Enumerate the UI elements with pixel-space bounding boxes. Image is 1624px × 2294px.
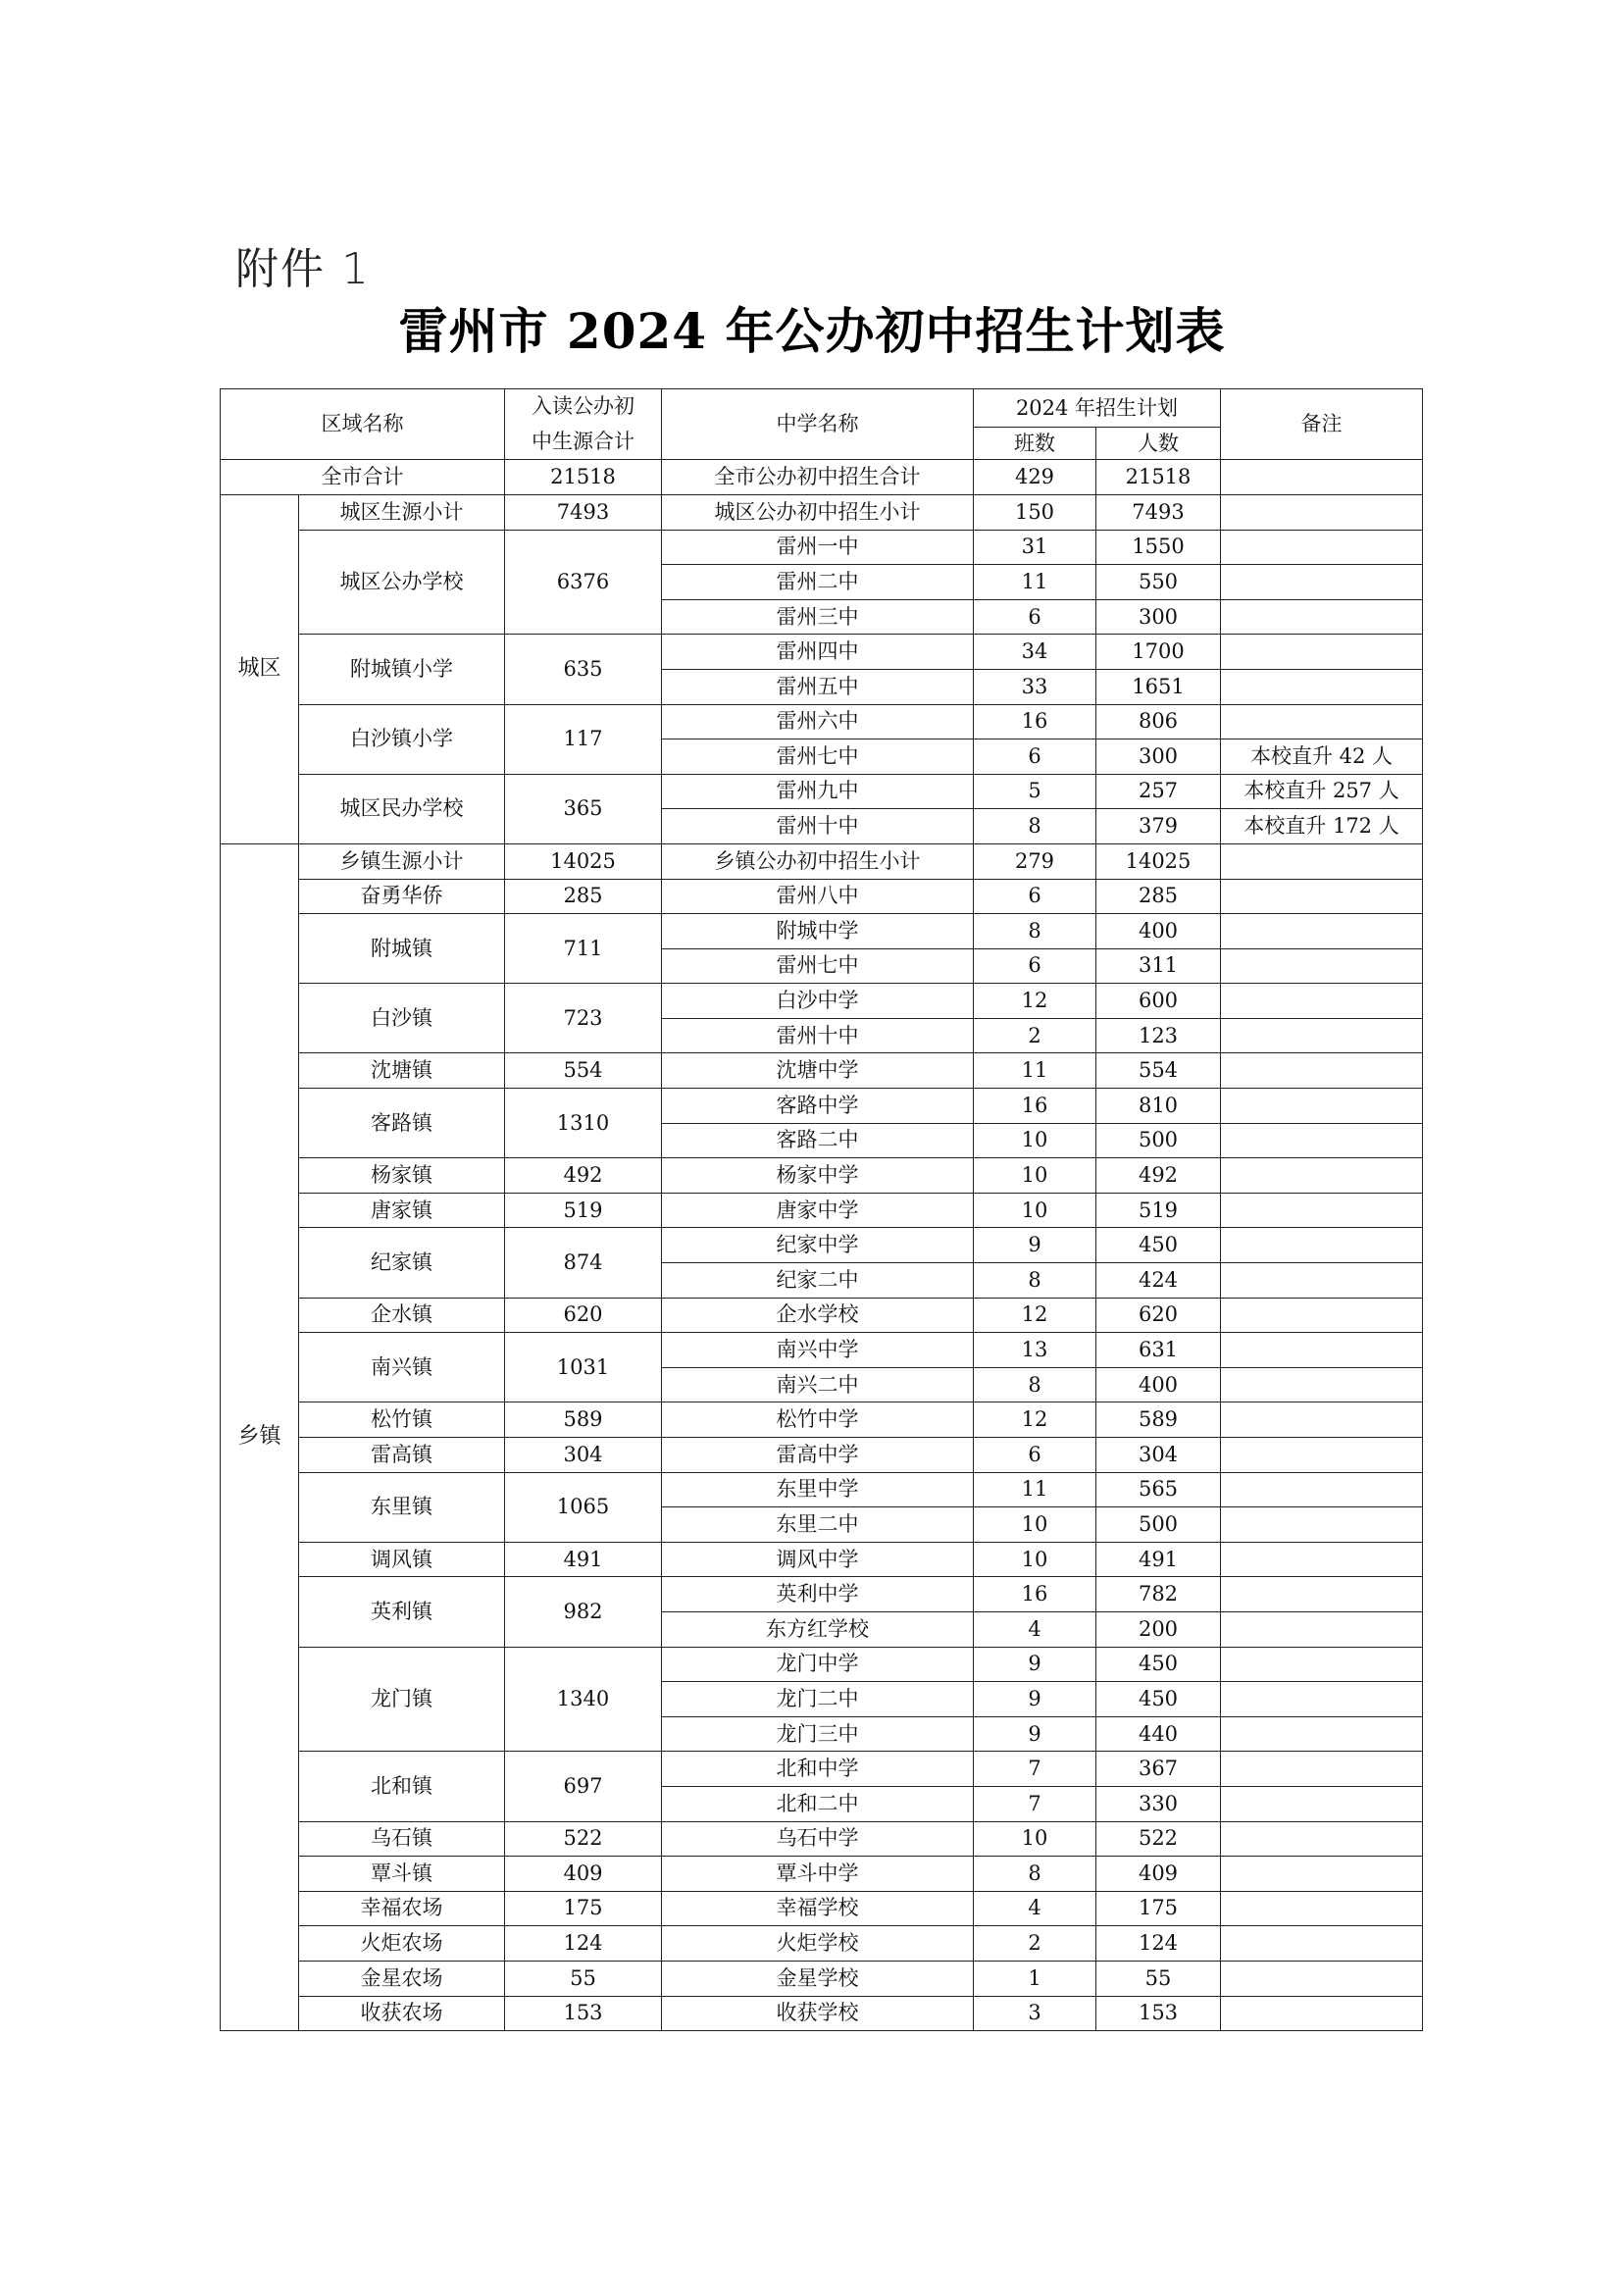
table-row xyxy=(221,1472,1423,1507)
school-name: 覃斗中学 xyxy=(662,1857,974,1892)
area-source: 492 xyxy=(505,1158,662,1194)
area-name: 英利镇 xyxy=(299,1577,505,1647)
area-name: 火炬农场 xyxy=(299,1926,505,1962)
school-students: 300 xyxy=(1096,599,1221,635)
school-note xyxy=(1221,1402,1423,1438)
school-name: 南兴中学 xyxy=(662,1333,974,1368)
school-name: 龙门中学 xyxy=(662,1647,974,1682)
school-classes: 8 xyxy=(974,809,1096,844)
school-note xyxy=(1221,1611,1423,1647)
school-classes: 11 xyxy=(974,1053,1096,1089)
table-row xyxy=(221,1857,1423,1892)
school-classes: 6 xyxy=(974,948,1096,984)
school-note xyxy=(1221,1438,1423,1473)
school-students: 1651 xyxy=(1096,669,1221,704)
header-plan: 2024 年招生计划 xyxy=(974,389,1221,428)
area-source: 982 xyxy=(505,1577,662,1647)
school-students: 620 xyxy=(1096,1298,1221,1333)
school-classes: 8 xyxy=(974,914,1096,949)
subtotal-source: 14025 xyxy=(505,843,662,879)
school-note xyxy=(1221,635,1423,670)
subtotal-note xyxy=(1221,494,1423,530)
area-name: 沈塘镇 xyxy=(299,1053,505,1089)
school-classes: 10 xyxy=(974,1507,1096,1543)
school-classes: 7 xyxy=(974,1752,1096,1787)
area-name: 杨家镇 xyxy=(299,1158,505,1194)
school-note xyxy=(1221,1123,1423,1158)
school-name: 客路中学 xyxy=(662,1089,974,1124)
header-source-line1: 入读公办初 xyxy=(532,394,634,418)
school-name: 龙门二中 xyxy=(662,1682,974,1717)
area-name: 北和镇 xyxy=(299,1752,505,1821)
header-source xyxy=(505,389,662,460)
header-row xyxy=(221,389,1423,428)
school-name: 沈塘中学 xyxy=(662,1053,974,1089)
school-note xyxy=(1221,1472,1423,1507)
school-students: 300 xyxy=(1096,739,1221,775)
school-students: 311 xyxy=(1096,948,1221,984)
area-name: 唐家镇 xyxy=(299,1193,505,1228)
school-students: 491 xyxy=(1096,1542,1221,1577)
school-name: 附城中学 xyxy=(662,914,974,949)
school-students: 400 xyxy=(1096,1367,1221,1402)
school-note xyxy=(1221,1857,1423,1892)
school-note xyxy=(1221,984,1423,1019)
school-name: 雷州二中 xyxy=(662,565,974,600)
area-source: 1310 xyxy=(505,1089,662,1158)
school-note xyxy=(1221,530,1423,565)
school-students: 424 xyxy=(1096,1263,1221,1299)
school-name: 龙门三中 xyxy=(662,1716,974,1752)
subtotal-school: 城区公办初中招生小计 xyxy=(662,494,974,530)
enrollment-plan-table xyxy=(220,388,1423,2031)
school-students: 304 xyxy=(1096,1438,1221,1473)
school-note xyxy=(1221,1682,1423,1717)
school-classes: 9 xyxy=(974,1682,1096,1717)
area-source: 491 xyxy=(505,1542,662,1577)
school-name: 东里二中 xyxy=(662,1507,974,1543)
school-name: 纪家二中 xyxy=(662,1263,974,1299)
table-row xyxy=(221,914,1423,949)
area-name: 东里镇 xyxy=(299,1472,505,1542)
school-classes: 8 xyxy=(974,1857,1096,1892)
area-source: 153 xyxy=(505,1996,662,2031)
school-classes: 9 xyxy=(974,1716,1096,1752)
table-row xyxy=(221,1402,1423,1438)
school-note xyxy=(1221,599,1423,635)
school-classes: 33 xyxy=(974,669,1096,704)
school-note: 本校直升 257 人 xyxy=(1221,774,1423,809)
table-row xyxy=(221,879,1423,914)
school-name: 雷州十中 xyxy=(662,1018,974,1053)
school-name: 幸福学校 xyxy=(662,1891,974,1926)
area-source: 635 xyxy=(505,635,662,704)
school-note xyxy=(1221,1926,1423,1962)
school-students: 492 xyxy=(1096,1158,1221,1194)
area-source: 874 xyxy=(505,1228,662,1298)
school-students: 400 xyxy=(1096,914,1221,949)
area-source: 522 xyxy=(505,1821,662,1857)
school-name: 雷州十中 xyxy=(662,809,974,844)
school-classes: 16 xyxy=(974,704,1096,739)
school-note xyxy=(1221,1996,1423,2031)
school-name: 雷州六中 xyxy=(662,704,974,739)
table-row xyxy=(221,704,1423,739)
area-source: 620 xyxy=(505,1298,662,1333)
area-name: 幸福农场 xyxy=(299,1891,505,1926)
school-classes: 7 xyxy=(974,1786,1096,1821)
school-classes: 10 xyxy=(974,1123,1096,1158)
area-source: 589 xyxy=(505,1402,662,1438)
table-row xyxy=(221,1752,1423,1787)
table-row xyxy=(221,1996,1423,2031)
school-classes: 9 xyxy=(974,1647,1096,1682)
header-classes: 班数 xyxy=(974,428,1096,460)
rural-subtotal-row xyxy=(221,843,1423,879)
rural-region-label: 乡镇 xyxy=(221,843,299,2030)
school-classes: 6 xyxy=(974,879,1096,914)
school-name: 火炬学校 xyxy=(662,1926,974,1962)
attachment-label: 附件 1 xyxy=(235,244,371,294)
area-source: 519 xyxy=(505,1193,662,1228)
school-name: 松竹中学 xyxy=(662,1402,974,1438)
area-source: 304 xyxy=(505,1438,662,1473)
table-row xyxy=(221,1542,1423,1577)
school-name: 雷州八中 xyxy=(662,879,974,914)
school-classes: 6 xyxy=(974,599,1096,635)
area-source: 1031 xyxy=(505,1333,662,1402)
school-classes: 12 xyxy=(974,1298,1096,1333)
school-classes: 13 xyxy=(974,1333,1096,1368)
total-row xyxy=(221,460,1423,495)
school-classes: 16 xyxy=(974,1089,1096,1124)
school-students: 330 xyxy=(1096,1786,1221,1821)
subtotal-school: 乡镇公办初中招生小计 xyxy=(662,843,974,879)
school-classes: 11 xyxy=(974,1472,1096,1507)
urban-subtotal-row xyxy=(221,494,1423,530)
school-note xyxy=(1221,1053,1423,1089)
school-students: 500 xyxy=(1096,1123,1221,1158)
area-name: 调风镇 xyxy=(299,1542,505,1577)
school-name: 雷州七中 xyxy=(662,948,974,984)
area-name: 松竹镇 xyxy=(299,1402,505,1438)
total-source: 21518 xyxy=(505,460,662,495)
area-source: 175 xyxy=(505,1891,662,1926)
subtotal-label: 城区生源小计 xyxy=(299,494,505,530)
school-note xyxy=(1221,1018,1423,1053)
subtotal-label: 乡镇生源小计 xyxy=(299,843,505,879)
school-note xyxy=(1221,1089,1423,1124)
school-students: 175 xyxy=(1096,1891,1221,1926)
area-source: 554 xyxy=(505,1053,662,1089)
school-classes: 16 xyxy=(974,1577,1096,1612)
area-source: 124 xyxy=(505,1926,662,1962)
header-source-line2: 中生源合计 xyxy=(532,429,634,453)
school-name: 乌石中学 xyxy=(662,1821,974,1857)
area-name: 龙门镇 xyxy=(299,1647,505,1752)
school-students: 124 xyxy=(1096,1926,1221,1962)
school-students: 257 xyxy=(1096,774,1221,809)
school-note xyxy=(1221,704,1423,739)
table-row xyxy=(221,1961,1423,1996)
school-note xyxy=(1221,1577,1423,1612)
school-note xyxy=(1221,1193,1423,1228)
area-name: 纪家镇 xyxy=(299,1228,505,1298)
page-title: 雷州市 2024 年公办初中招生计划表 xyxy=(398,302,1226,360)
school-note xyxy=(1221,1716,1423,1752)
school-students: 1550 xyxy=(1096,530,1221,565)
table-row xyxy=(221,1053,1423,1089)
school-classes: 4 xyxy=(974,1611,1096,1647)
school-classes: 1 xyxy=(974,1961,1096,1996)
table-row xyxy=(221,1821,1423,1857)
school-students: 500 xyxy=(1096,1507,1221,1543)
school-name: 北和二中 xyxy=(662,1786,974,1821)
school-students: 550 xyxy=(1096,565,1221,600)
school-students: 367 xyxy=(1096,1752,1221,1787)
school-name: 企水学校 xyxy=(662,1298,974,1333)
school-students: 631 xyxy=(1096,1333,1221,1368)
header-region: 区域名称 xyxy=(221,389,505,460)
subtotal-classes: 279 xyxy=(974,843,1096,879)
school-note xyxy=(1221,1367,1423,1402)
school-name: 唐家中学 xyxy=(662,1193,974,1228)
school-note: 本校直升 172 人 xyxy=(1221,809,1423,844)
school-note: 本校直升 42 人 xyxy=(1221,739,1423,775)
school-name: 雷州一中 xyxy=(662,530,974,565)
table-row xyxy=(221,635,1423,670)
table-row xyxy=(221,1647,1423,1682)
school-classes: 12 xyxy=(974,1402,1096,1438)
header-note: 备注 xyxy=(1221,389,1423,460)
school-note xyxy=(1221,1891,1423,1926)
area-name: 南兴镇 xyxy=(299,1333,505,1402)
school-students: 782 xyxy=(1096,1577,1221,1612)
table-row xyxy=(221,1438,1423,1473)
school-note xyxy=(1221,1263,1423,1299)
school-name: 雷州四中 xyxy=(662,635,974,670)
table-row xyxy=(221,530,1423,565)
school-students: 565 xyxy=(1096,1472,1221,1507)
school-note xyxy=(1221,1786,1423,1821)
subtotal-students: 14025 xyxy=(1096,843,1221,879)
school-name: 杨家中学 xyxy=(662,1158,974,1194)
school-classes: 2 xyxy=(974,1926,1096,1962)
school-students: 450 xyxy=(1096,1682,1221,1717)
school-classes: 6 xyxy=(974,1438,1096,1473)
total-students: 21518 xyxy=(1096,460,1221,495)
school-classes: 3 xyxy=(974,1996,1096,2031)
school-classes: 12 xyxy=(974,984,1096,1019)
school-students: 810 xyxy=(1096,1089,1221,1124)
table-row xyxy=(221,1158,1423,1194)
area-name: 收获农场 xyxy=(299,1996,505,2031)
area-source: 55 xyxy=(505,1961,662,1996)
area-name: 附城镇 xyxy=(299,914,505,984)
area-source: 365 xyxy=(505,774,662,843)
school-note xyxy=(1221,1647,1423,1682)
school-name: 纪家中学 xyxy=(662,1228,974,1263)
school-students: 522 xyxy=(1096,1821,1221,1857)
school-name: 金星学校 xyxy=(662,1961,974,1996)
area-source: 711 xyxy=(505,914,662,984)
school-students: 806 xyxy=(1096,704,1221,739)
school-classes: 4 xyxy=(974,1891,1096,1926)
area-source: 1340 xyxy=(505,1647,662,1752)
area-source: 1065 xyxy=(505,1472,662,1542)
school-name: 雷高中学 xyxy=(662,1438,974,1473)
school-students: 1700 xyxy=(1096,635,1221,670)
area-source: 697 xyxy=(505,1752,662,1821)
total-note xyxy=(1221,460,1423,495)
school-note xyxy=(1221,1961,1423,1996)
school-name: 北和中学 xyxy=(662,1752,974,1787)
school-name: 雷州三中 xyxy=(662,599,974,635)
school-name: 客路二中 xyxy=(662,1123,974,1158)
school-classes: 8 xyxy=(974,1263,1096,1299)
subtotal-note xyxy=(1221,843,1423,879)
urban-region-label: 城区 xyxy=(221,494,299,843)
area-name: 奋勇华侨 xyxy=(299,879,505,914)
school-students: 600 xyxy=(1096,984,1221,1019)
school-students: 123 xyxy=(1096,1018,1221,1053)
school-name: 白沙中学 xyxy=(662,984,974,1019)
school-classes: 10 xyxy=(974,1821,1096,1857)
school-classes: 9 xyxy=(974,1228,1096,1263)
school-students: 589 xyxy=(1096,1402,1221,1438)
school-students: 554 xyxy=(1096,1053,1221,1089)
school-note xyxy=(1221,1821,1423,1857)
school-note xyxy=(1221,1507,1423,1543)
school-students: 55 xyxy=(1096,1961,1221,1996)
table-row xyxy=(221,1577,1423,1612)
school-name: 收获学校 xyxy=(662,1996,974,2031)
school-note xyxy=(1221,1333,1423,1368)
school-classes: 2 xyxy=(974,1018,1096,1053)
school-note xyxy=(1221,914,1423,949)
school-classes: 10 xyxy=(974,1542,1096,1577)
area-name: 白沙镇小学 xyxy=(299,704,505,774)
total-school: 全市公办初中招生合计 xyxy=(662,460,974,495)
area-name: 客路镇 xyxy=(299,1089,505,1158)
school-classes: 6 xyxy=(974,739,1096,775)
school-students: 379 xyxy=(1096,809,1221,844)
school-students: 153 xyxy=(1096,1996,1221,2031)
area-name: 白沙镇 xyxy=(299,984,505,1053)
school-name: 雷州七中 xyxy=(662,739,974,775)
total-label: 全市合计 xyxy=(221,460,505,495)
area-name: 附城镇小学 xyxy=(299,635,505,704)
table-row xyxy=(221,984,1423,1019)
school-note xyxy=(1221,669,1423,704)
school-classes: 10 xyxy=(974,1158,1096,1194)
school-note xyxy=(1221,1542,1423,1577)
school-name: 南兴二中 xyxy=(662,1367,974,1402)
area-name: 乌石镇 xyxy=(299,1821,505,1857)
school-name: 调风中学 xyxy=(662,1542,974,1577)
school-note xyxy=(1221,1752,1423,1787)
area-name: 金星农场 xyxy=(299,1961,505,1996)
subtotal-classes: 150 xyxy=(974,494,1096,530)
area-name: 覃斗镇 xyxy=(299,1857,505,1892)
total-classes: 429 xyxy=(974,460,1096,495)
table-row xyxy=(221,1891,1423,1926)
school-classes: 11 xyxy=(974,565,1096,600)
school-students: 450 xyxy=(1096,1647,1221,1682)
school-note xyxy=(1221,948,1423,984)
header-students: 人数 xyxy=(1096,428,1221,460)
area-source: 6376 xyxy=(505,530,662,635)
school-students: 519 xyxy=(1096,1193,1221,1228)
school-note xyxy=(1221,1228,1423,1263)
school-students: 200 xyxy=(1096,1611,1221,1647)
school-students: 450 xyxy=(1096,1228,1221,1263)
school-students: 440 xyxy=(1096,1716,1221,1752)
school-name: 雷州五中 xyxy=(662,669,974,704)
school-name: 东里中学 xyxy=(662,1472,974,1507)
table-row xyxy=(221,1228,1423,1263)
table-row xyxy=(221,1333,1423,1368)
area-source: 723 xyxy=(505,984,662,1053)
subtotal-students: 7493 xyxy=(1096,494,1221,530)
school-name: 雷州九中 xyxy=(662,774,974,809)
school-classes: 10 xyxy=(974,1193,1096,1228)
school-classes: 31 xyxy=(974,530,1096,565)
school-note xyxy=(1221,1298,1423,1333)
subtotal-source: 7493 xyxy=(505,494,662,530)
school-note xyxy=(1221,1158,1423,1194)
school-note xyxy=(1221,565,1423,600)
school-note xyxy=(1221,879,1423,914)
school-classes: 34 xyxy=(974,635,1096,670)
table-row xyxy=(221,1926,1423,1962)
area-name: 企水镇 xyxy=(299,1298,505,1333)
table-row xyxy=(221,1298,1423,1333)
area-name: 城区民办学校 xyxy=(299,774,505,843)
table-row xyxy=(221,1193,1423,1228)
school-name: 东方红学校 xyxy=(662,1611,974,1647)
school-students: 285 xyxy=(1096,879,1221,914)
school-name: 英利中学 xyxy=(662,1577,974,1612)
table-row xyxy=(221,774,1423,809)
area-name: 城区公办学校 xyxy=(299,530,505,635)
area-source: 117 xyxy=(505,704,662,774)
area-source: 285 xyxy=(505,879,662,914)
header-school: 中学名称 xyxy=(662,389,974,460)
area-source: 409 xyxy=(505,1857,662,1892)
table-body xyxy=(221,389,1423,2031)
school-students: 409 xyxy=(1096,1857,1221,1892)
table-row xyxy=(221,1089,1423,1124)
area-name: 雷高镇 xyxy=(299,1438,505,1473)
school-classes: 8 xyxy=(974,1367,1096,1402)
school-classes: 5 xyxy=(974,774,1096,809)
